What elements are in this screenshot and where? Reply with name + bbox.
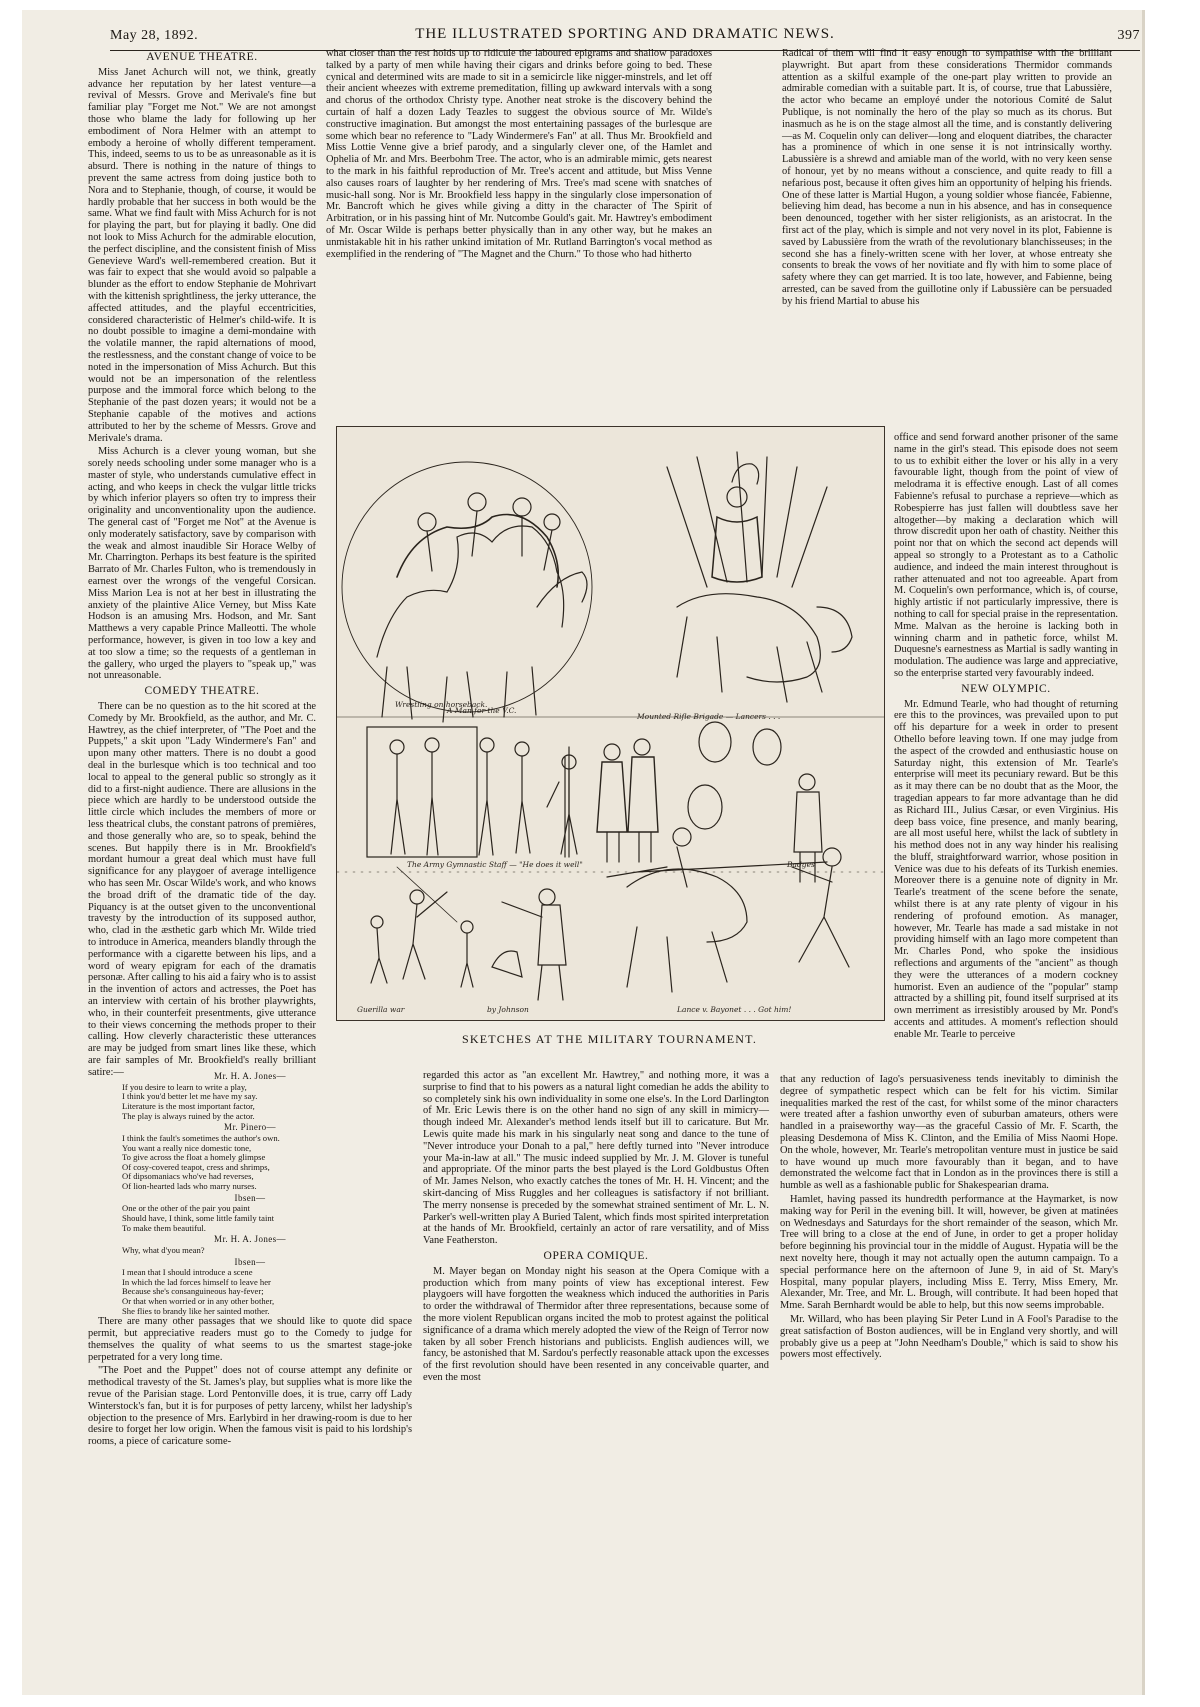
avenue-paragraph-1: Miss Janet Achurch will not, we think, greatly advance her reputation by her latest venture—a revival of Messrs. Grove and Merivale's fine but familiar play "Forget me Not." We are not amongst those who blame the lady for following up her embodiment of Nora Helmer with an attempt to embody a heroine of wholly different temperament. This, indeed, seems to us to be as unreasonable as it is absurd. There is nothing in the nature of things to prevent the same actress from doing justice both to Nora and to Stephanie, though, of course, it would be hardly probable that her success in both would be the same. What we find fault with Miss Achurch for is not for playing the part, but for playing it badly. One did not look to Miss Achurch for the admirable elocution, the perfect discipline, and the consistent finish of Miss Genevieve Ward's well-remembered creation. But it was fair to expect that she would avoid so palpable a blunder as the effort to endow Stephanie de Mohrivart with the kittenish sprightliness, the jerky utterance, the affected attitudes, and the playful eccentricities, considered characteristic of Helmer's child-wife. It is no doubt possible to imagine a demi-mondaine with the volatile manner, the rapid alternations of mood, the restlessness, and the constant change of voice to be noted in the impersonation of Miss Achurch. But this would not be an impersonation of the relentless purpose and the immoral force which belong to the Stephanie of the past dozen years; it would not be a Stephanie capable of the motives and actions attributed to her by the scheme of Messrs. Grove and Merivale's drama.: [88, 66, 316, 444]
willard-note: Mr. Willard, who has been playing Sir Peter Lund in A Fool's Paradise to the great satisfaction of Boston audiences, will be in England very shortly, and will probably give us a peep at "John Needham's Double," which is said to show his powers most effectively.: [780, 1313, 1118, 1361]
lancer-sketch: [667, 452, 852, 702]
olympic-conclusion: that any reduction of Iago's persuasiveness tends inevitably to diminish the degree of sympathetic respect which can be felt for his victim. Similar inequalities marked the rest of the cast, for whilst some of the minor characters were treated after a fashion unworthy even of suburban amateurs, others were handled in a praiseworthy way—as the graceful Cassio of Mr. F. Scarth, the pleasing Desdemona of Miss K. Clinton, and the Emilia of Miss Naomi Hope. On the whole, however, Mr. Tearle's metropolitan venture must in justice be said to have wound up much more favourably than it began, and to have demonstrated the welcome fact that in London as in the provinces there is still a humble as well as a fashionable public for Shakespearian drama.: [780, 1074, 1118, 1192]
verse-speaker: Ibsen—: [234, 1192, 266, 1203]
column-right-narrow: [894, 432, 1118, 1072]
comedy-paragraph-2: There are many other passages that we should like to quote did space permit, but appreciative readers must go to the Comedy to judge for themselves the quality of what seems to us the smartest stage-joke perpetrated for a very long time.: [88, 1316, 412, 1363]
comedy-conclusion: regarded this actor as "an excellent Mr. Hawtrey," and nothing more, it was a surprise to find that to his powers as a natural light comedian he adds the ability to so completely sink his own individuality in some one else's. In the Lord Darlington of Mr. Eric Lewis there is on the other hand no sign of any skill in mimicry—though indeed Mr. Alexander's method lends itself but ill to caricature. But Mr. Lewis quite made his mark in his singularly neat song and dance to the tune of "Never introduce your Donah to a pal," here deftly turned into "Never introduce your Ma-in-law at all." The music indeed supplied by Mr. J. M. Glover is tuneful and appropriate. Of the minor parts the best played is the Lord Goldbustus Often of Mr. James Nelson, who exactly catches the tones of Mr. H. H. Vincent; and the skirt-dancing of Miss Ruggles and her colleagues is satisfactory if not brilliant. The merry nonsense is preceded by the somewhat strained sentiment of Mr. L. N. Parker's well-written play A Buried Talent, which finds most spirited interpretation at the hands of Mr. Brookfield, certainly an actor of rare versatility, and of Miss Vane Featherston.: [423, 1070, 769, 1247]
masthead: THE ILLUSTRATED SPORTING AND DRAMATIC NEWS.: [415, 26, 835, 42]
sketch-label: Badges: [787, 860, 815, 869]
verse-speaker: Ibsen—: [234, 1256, 266, 1267]
sketch-label: The Army Gymnastic Staff — "He does it well": [407, 860, 583, 869]
comedy-paragraph-3: "The Poet and the Puppet" does not of course attempt any definite or methodical travesty of the St. James's play, but supplies what is more like the revue of the Parisian stage. Lord Pentonville does, it is true, carry off Lady Winterstock's fan, but it is for purposes of petty larceny, whilst her ladyship's objection to the presence of Mrs. Earlybird in her drawing-room is due to her desire to forget her low origin. When the famous visit is paid to his lordship's rooms, a piece of caricature some-: [88, 1365, 412, 1448]
new-olympic-heading: NEW OLYMPIC.: [961, 682, 1051, 695]
wrestling-on-horseback-sketch: [342, 462, 592, 722]
comedy-paragraph-1: There can be no question as to the hit scored at the Comedy by Mr. Brookfield, as the author, and Mr. C. Hawtrey, as the chief interpreter, of "The Poet and the Puppets," a skit upon "Lady Windermere's Fan" and upon many other matters. There is no doubt a good deal in the burlesque which is too technical and too local to appeal to the general public so strongly as it did to a first-night audience. There are allusions in the piece which are hardly to be understood outside the little circle which includes the members of more or less theatrical clubs, the constant patrons of premières, and those generally who are, so to speak, behind the scenes. But happily there is in Mr. Brookfield's mordant humour a great deal which must have full significance for any playgoer of average intelligence who has seen Mr. Oscar Wilde's work, and who knows the broad drift of the dramatic tide of the day. Piquancy is at the outset given to the unconventional travesty by the introduction of its supposed author, who, clad in the æsthetic garb which Mr. Wilde tried to introduce in America, meanders blandly through the performance with a cigarette between his lips, and a word of weary epigram for each of the dramatis personæ. After calling to his aid a fairy who is to assist in the invention of actors and actresses, the Poet has an interview with certain of his brother playwrights, who, in their counterfeit presentments, give utterance to their views concerning the methods proper to their calling. How cleverly characteristic these utterances are may be judged from smart lines like these, which are fair samples of Mr. Brookfield's really brilliant satire:—: [88, 701, 316, 1078]
column-middle-bottom: [423, 1070, 769, 1685]
column-middle-top: [326, 48, 712, 418]
military-tournament-illustration: [336, 426, 885, 1021]
verse-quote: If you desire to learn to write a play, I think you'd better let me have my say. Literature is the most important factor, The play is always ruined by the actor.: [122, 1081, 258, 1121]
avenue-paragraph-2: Miss Achurch is a clever young woman, but she sorely needs schooling under some manager who is a master of style, who understands cumulative effect in acting, and who keeps in check the vulgar little tricks by which inferior players so often try to impress their originality and unconventionality upon the audience. The general cast of "Forget me Not" at the Avenue is only moderately satisfactory, save by comparison with the weak and almost inaudible Sir Horace Welby of Mr. Charrington. Perhaps its best feature is the spirited Barrato of Mr. Charles Fulton, who is tremendously in earnest over the wrongs of the vengeful Corsican. Miss Marion Lea is not at her best in illustrating the anxiety of the plaintive Alice Verney, but Miss Kate Hodson is an amusing Mrs. Hodson, and Mr. Sant Matthews a very capable Prince Malleotti. The whole performance, however, is given in too low a key and at too slow a time; so the requests of a gentleman in the gallery, who urged the players to "speak up," was not unreasonable.: [88, 446, 316, 682]
sketch-label: Lance v. Bayonet . . . Got him!: [677, 1005, 792, 1014]
gymnasts-sketch: [367, 727, 569, 857]
verse-speaker: Mr. H. A. Jones—: [214, 1071, 286, 1081]
page-header: [110, 22, 1140, 51]
new-olympic-paragraph: Mr. Edmund Tearle, who had thought of returning ere this to the provinces, was prevailed upon to put off his departure for a week in order to present Othello before leaving town. If one may judge from the aspect of the crowded and enthusiastic house on Saturday night, this extension of Mr. Tearle's enterprise will meet its pecuniary reward. But be this as it may there can be no doubt that as the Moor, the tragedian appears to far more advantage than he did as Richard III., Julius Cæsar, or even Virginius. His deep bass voice, fine presence, and manly bearing, are all most useful here, whilst the lack of subtlety in his method does not in any way hinder his realising the bluff, straightforward warrior, whose position in Venice was due to his defeats of its Turkish enemies. Moreover there is a genuine note of dignity in Mr. Tearle's treatment of the scene before the senate, whilst there is at any rate plenty of vigour in his rendering of profound emotion. As manager, however, Mr. Tearle has made a sad mistake in not providing himself with an Iago more competent than Mr. Charles Pond, who spoke the insidious reflections and arguments of the "ancient" as though they were the utterances of a modern cockney humorist. Even an audience of the "popular" stamp attracted by a shilling pit, found itself surprised at its own merriment as irresistibly aroused by Mr. Pond's accents and attitudes. A moment's reflection should enable Mr. Tearle to perceive: [894, 698, 1118, 1040]
avenue-heading: AVENUE THEATRE.: [146, 51, 258, 63]
column-right-top: [782, 48, 1112, 428]
column-right-bottom: [780, 1074, 1118, 1685]
sketch-label: Mounted Rifle Brigade — Lancers . . .: [637, 712, 781, 721]
sketch-label: Guerilla war: [357, 1005, 405, 1014]
sketch-label: by Johnson: [487, 1005, 529, 1014]
gunner-sketch: [492, 889, 566, 1000]
opera-comique-heading: OPERA COMIQUE.: [543, 1249, 649, 1262]
verse-quote: Why, what d'you mean?: [122, 1244, 205, 1255]
sketch-label: Wrestling on horseback.: [395, 700, 488, 709]
issue-date: May 28, 1892.: [110, 28, 199, 43]
thermidor-continued: office and send forward another prisoner of the same name in the girl's stead. This episode does not seem to us to exhibit either the lover or his ally in a very favourable light, though from the point of view of melodrama it is effective enough. Last of all comes Fabienne's refusal to purchase a reprieve—which as Robespierre has just fallen will doubtless save her altogether—by making a declaration which will throw discredit upon her oath of chastity. Neither this point nor that on which the second act depends will appeal so strongly to a Protestant as to a Catholic audience, and indeed the main interest throughout is rather attenuated and not too agreeable. Apart from M. Coquelin's own performance, which is, of course, highly artistic if not particularly impressive, there is nothing to call for special praise in the representation. Mme. Malvan as the heroine is lacking both in winning charm and in pathetic force, whilst M. Duquesne's earnestness as Martial is sadly wanting in modulation. The audience was large and appreciative, so the enterprise started very favourably indeed.: [894, 432, 1118, 679]
verse-quote: I mean that I should introduce a scene In which the lad forces himself to leave her Because she's consanguineous hay-fever; Or that when worried or in any other bother, She flies to brandy like her sainted mother.: [122, 1267, 275, 1316]
comedy-heading: COMEDY THEATRE.: [144, 685, 260, 698]
haymarket-note: Hamlet, having passed its hundredth performance at the Haymarket, is now making way for Peril in the evening bill. It will, however, be given at matinées on Wednesdays and Saturdays for the short remainder of the season, which Mr. Tree will bring to a close at the end of June, in order to get a proper holiday before beginning his provincial tour in the middle of August. Hypatia will be the next novelty here, though it may not actually open the autumn campaign. To a special performance here on the afternoon of June 9, in aid of St. Mary's Hospital, many popular players, including Miss E. Terry, Miss Emery, Mr. Alexander, Mr. Tree, and Mr. L. Brough, will contribute. It had been hoped that Mme. Sarah Bernhardt would be able to help, but this now seems improbable.: [780, 1193, 1118, 1312]
verse-quote: I think the fault's sometimes the author's own. You want a really nice domestic tone, To give across the float a homely glimpse Of cosy-covered teapot, cress and shrimps, Of dipsomaniacs who've had reverses, Of lion-hearted lads who marry nurses.: [122, 1132, 280, 1191]
illustration-caption: SKETCHES AT THE MILITARY TOURNAMENT.: [461, 1032, 758, 1046]
opera-comique-paragraph: M. Mayer began on Monday night his season at the Opera Comique with a production which from many points of view has exceptional interest. Few playgoers will have forgotten the weakness which induced the authorities in Paris to order the withdrawal of Thermidor after three representations, because some of the more violent Republican organs incited the mob to protest against the political significance of a drama which merely adopted the view of the Reign of Terror now taken by all sober French historians and publicists. English audiences will, we fancy, be astonished that M. Sardou's perfectly reasonable attack upon the excesses of the first revolution should have been resented in any conceivable quarter, and even the most: [423, 1265, 769, 1383]
verse-quote: One or the other of the pair you paint Should have, I think, some little family taint To make them beautiful.: [122, 1203, 275, 1233]
comedy-continued: what closer than the rest holds up to ridicule the laboured epigrams and shallow paradoxes talked by a party of men while having their cigars and drinks before going to bed. These cynical and determined wits are made to sit in a semicircle like nigger-minstrels, and let off their ancient wheezes with extreme premeditation, filling up awkward intervals with a song and chorus of the orthodox Christy type. Another neat stroke is the discovery behind the curtain of half a dozen Lady Teazles to suggest the obvious source of Mr. Wilde's constructive imagination. But amongst the most entertaining passages of the burlesque are some which bear no reference to "Lady Windermere's Fan" at all. Thus Mr. Brookfield and Miss Lottie Venne give a brief parody, and a singularly clever one, of the Hamlet and Ophelia of Mr. and Mrs. Beerbohm Tree. The actor, who is an admirable mimic, gets nearest to the mark in his faithful reproduction of Mr. Tree's accent and attitude, but Miss Venne also causes roars of laughter by her rendering of Mrs. Tree's mad scene with snatches of music-hall song. Nor is Mr. Brookfield less happy in the singularly close impersonation of Mr. Bancroft which he gives while giving a ditty in the character of The Spirit of Arbitration, or in his passing hint of Mr. Nutcombe Gould's gait. Mr. Hawtrey's embodiment of Mr. Oscar Wilde is perhaps better physically than in any other way, but he makes an unmistakable hit in his rather unkind imitation of Mr. Rutland Barrington's vocal method as exemplified in the rendering of "The Magnet and the Churn." To those who had hitherto: [326, 48, 712, 260]
verse-speaker: Mr. H. A. Jones—: [214, 1234, 286, 1245]
thermidor-review: Radical of them will find it easy enough to sympathise with the brilliant playwright. But apart from these considerations Thermidor commands attention as a skilful example of the one-part play written to provide an admirable comedian with a suitable part. It is, of course, true that Labussière, the actor who became an employé under the notorious Comité de Salut Publique, is not nominally the hero of the play so much as its chorus. But inasmuch as he is on the stage almost all the time, and is constantly delivering—as M. Coquelin only can deliver—long and eloquent diatribes, the character has a prominence of which in one sense it is not intrinsically worthy. Labussière is a shrewd and amiable man of the world, with no very keen sense of honour, yet by no means without a conscience, and quite ready to fill a nefarious post, because it often gives him an opportunity of helping his friends. One of these latter is Martial Hugon, a young soldier whose fiancée, Fabienne, believing him dead, has become a nun in his absence, and has in consequence been denounced, together with her sister religionists, as an aristocrat. In the first act of the play, which is simple and not very novel in its plot, Fabienne is saved by Labussière from the wrath of the revolutionary blanchisseuses; in the second she has a finely-written scene with her lover, at whose entreaty she consents to break the vows of her novitiate and fly with him to some place of safety where they can get married. It is too late, however, and Fabienne, being arrested, can be saved from the guillotine only if Labussière can be persuaded by his friend Martial to abuse his: [782, 48, 1112, 307]
sketch-label: A Man for the V.C.: [447, 706, 517, 715]
engraving-sketches: [337, 427, 884, 1020]
page-number: 397: [1117, 28, 1140, 43]
column-left-bottom: [88, 1070, 412, 1685]
portraits-sketch: [688, 722, 822, 882]
verse-speaker: Mr. Pinero—: [224, 1122, 276, 1133]
guerilla-sketch: [371, 867, 473, 987]
officers-sketch: [547, 739, 658, 862]
